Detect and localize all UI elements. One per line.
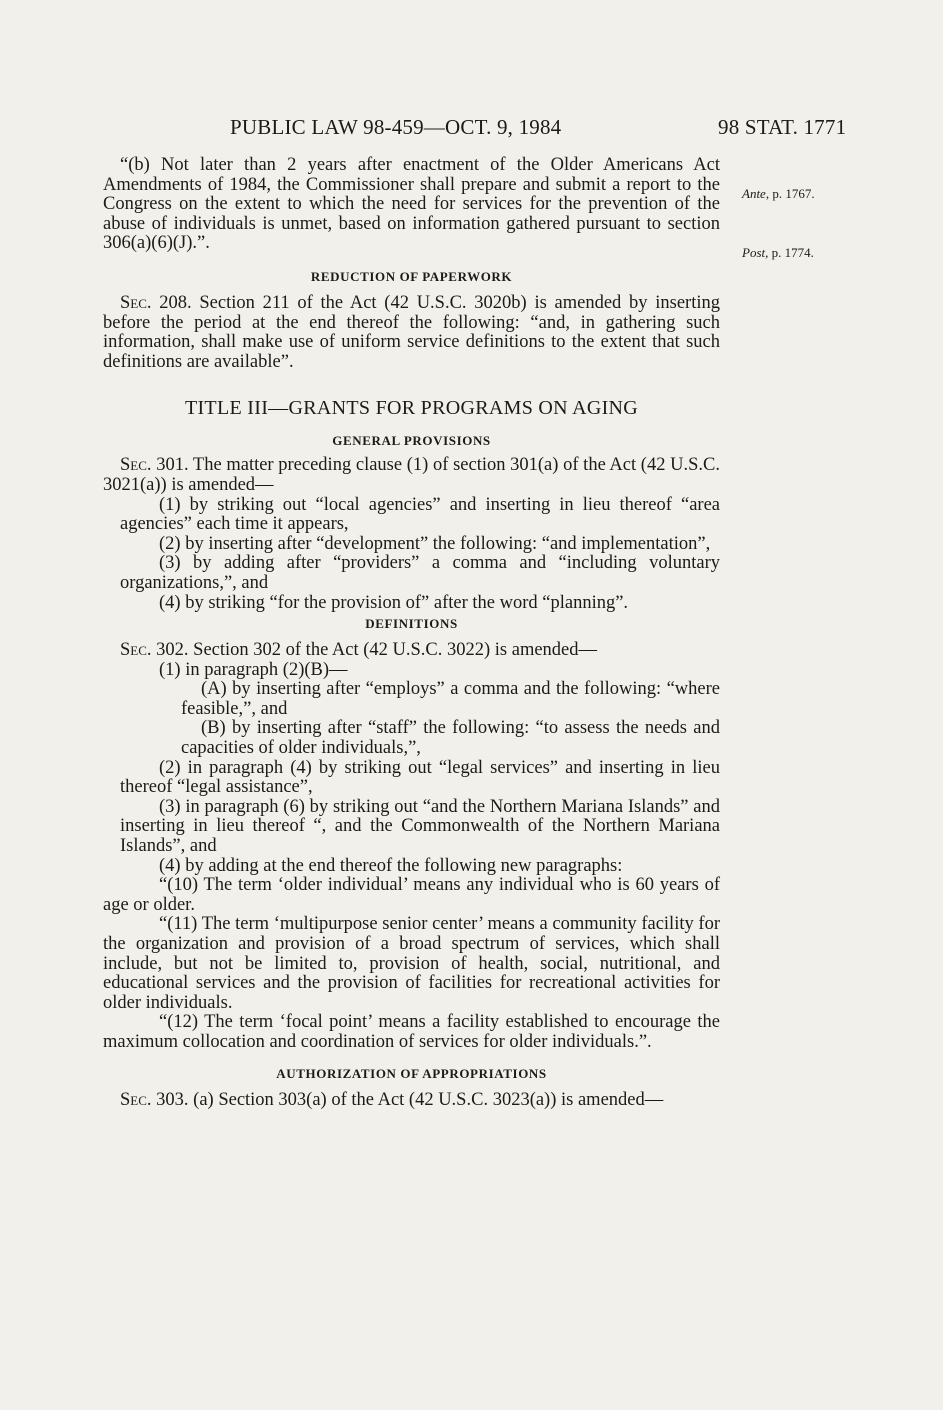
section-208-text: 208. Section 211 of the Act (42 U.S.C. 3020b) is amended by inserting before the period at the end thereof the following: “and, in gathering such information, shall make use of uniform service definitions to the extent that such definitions are available”. (103, 292, 720, 372)
section-301-text: 301. The matter preceding clause (1) of section 301(a) of the Act (42 U.S.C. 3021(a)) is amended— (103, 455, 720, 495)
section-303-text: 303. (a) Section 303(a) of the Act (42 U.S.C. 3023(a)) is amended— (151, 1089, 664, 1110)
heading-authorization-of-appropriations: AUTHORIZATION OF APPROPRIATIONS (276, 1065, 547, 1081)
section-208 (103, 294, 720, 372)
margin-note-ante-label: Ante, (742, 186, 770, 201)
margin-note-post-page: p. 1774. (771, 245, 814, 260)
section-302-clause-2: (2) in paragraph (4) by striking out “legal services” and inserting in lieu thereof “legal assistance”, (120, 757, 720, 798)
section-301-label: Sec. (120, 455, 152, 476)
section-302 (103, 641, 720, 661)
definition-10: “(10) The term ‘older individual’ means any individual who is 60 years of age or older. (103, 875, 720, 915)
heading-definitions: DEFINITIONS (365, 616, 458, 632)
section-303 (103, 1091, 720, 1111)
section-303-label: Sec. (120, 1089, 152, 1110)
page-header (0, 115, 943, 145)
definition-11: “(11) The term ‘multipurpose senior center’ means a community facility for the organization and provision of a broad spectrum of services, which shall include, but not be limited to, provision of health, social, nutritional, and educational services and the provision of facilities for recreational activities for older individuals. (103, 914, 720, 1013)
margin-note-ante (742, 186, 815, 202)
section-302-text: 302. Section 302 of the Act (42 U.S.C. 3022) is amended— (151, 640, 598, 661)
heading-general-provisions: GENERAL PROVISIONS (332, 433, 491, 449)
section-301-clause-3: (3) by adding after “providers” a comma and “including voluntary organizations,”, and (120, 553, 720, 593)
section-208-label: Sec. (120, 292, 152, 313)
section-302-clause-1-A: (A) by inserting after “employs” a comma and the following: “where feasible,”, and (181, 679, 720, 719)
margin-note-ante-page: p. 1767. (772, 186, 815, 201)
margin-note-post-label: Post, (742, 245, 769, 260)
public-law-title: PUBLIC LAW 98-459—OCT. 9, 1984 (230, 115, 562, 139)
section-302-clause-1-B: (B) by inserting after “staff” the following: “to assess the needs and capacities of older individuals,”, (181, 718, 720, 759)
section-301-clause-1: (1) by striking out “local agencies” and inserting in lieu thereof “area agencies” each time it appears, (120, 494, 720, 535)
margin-note-post (742, 245, 814, 261)
section-302-clause-3: (3) in paragraph (6) by striking out “and the Northern Mariana Islands” and inserting in lieu thereof “, and the Commonwealth of the Northern Mariana Islands”, and (120, 796, 720, 857)
title-iii-heading: TITLE III—GRANTS FOR PROGRAMS ON AGING (184, 397, 639, 420)
section-301-clause-4: (4) by striking “for the provision of” after the word “planning”. (159, 592, 629, 613)
paragraph-report-requirement: “(b) Not later than 2 years after enactment of the Older Americans Act Amendments of 1984, the Commissioner shall prepare and submit a report to the Congress on the extent to which the need for services for the prevention of the abuse of individuals is unmet, based on information gathered pursuant to section 306(a)(6)(J).”. (103, 155, 720, 254)
statute-page-number: 98 STAT. 1771 (718, 115, 847, 139)
section-301-clause-2: (2) by inserting after “development” the following: “and implementation”, (159, 533, 711, 554)
document-body (103, 156, 720, 1110)
heading-reduction-of-paperwork: REDUCTION OF PAPERWORK (310, 268, 513, 284)
section-302-clause-4: (4) by adding at the end thereof the following new paragraphs: (159, 855, 623, 876)
section-302-label: Sec. (120, 640, 152, 661)
section-302-clause-1: (1) in paragraph (2)(B)— (159, 659, 348, 680)
definition-12: “(12) The term ‘focal point’ means a facility established to encourage the maximum collocation and coordination of services for older individuals.”. (103, 1012, 720, 1052)
section-301 (103, 456, 720, 495)
